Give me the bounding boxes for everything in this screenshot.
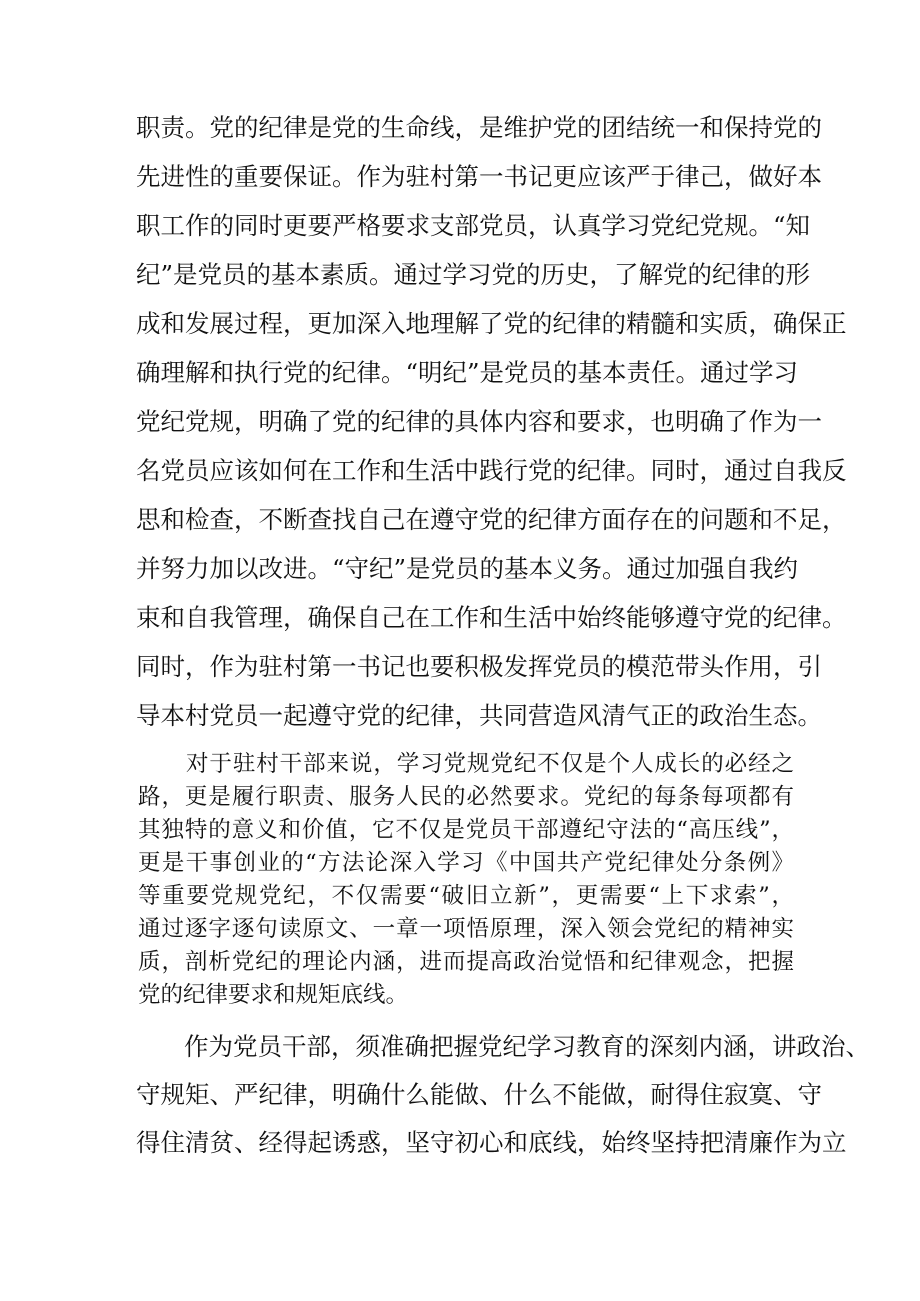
paragraph-1-line-5: 成和发展过程，更加深入地理解了党的纪律的精髓和实质，确保正 (136, 309, 847, 338)
paragraph-1-line-12: 同时，作为驻村第一书记也要积极发挥党员的模范带头作用，引 (136, 652, 822, 681)
paragraph-2-line-7: 质，剖析党纪的理论内涵，进而提高政治觉悟和纪律观念，把握 (138, 949, 794, 975)
paragraph-1-line-11: 束和自我管理，确保自己在工作和生活中始终能够遵守党的纪律。 (136, 603, 847, 632)
paragraph-1-line-2: 先进性的重要保证。作为驻村第一书记更应该严于律己，做好本 (136, 162, 822, 191)
paragraph-1-line-4: 纪”是党员的基本素质。通过学习党的历史，了解党的纪律的形 (136, 260, 811, 289)
paragraph-1-line-8: 名党员应该如何在工作和生活中践行党的纪律。同时，通过自我反 (136, 456, 847, 485)
paragraph-1-line-10: 并努力加以改进。“守纪”是党员的基本义务。通过加强自我约 (136, 554, 799, 583)
paragraph-1-line-3: 职工作的同时更要严格要求支部党员，认真学习党纪党规。“知 (136, 211, 811, 240)
paragraph-3-line-2: 守规矩、严纪律，明确什么能做、什么不能做，耐得住寂寞、守 (136, 1080, 822, 1109)
paragraph-2-line-2: 路，更是履行职责、服务人民的必然要求。党纪的每条每项都有 (138, 784, 794, 810)
paragraph-2-line-1: 对于驻村干部来说，学习党规党纪不仅是个人成长的必经之 (186, 751, 794, 777)
paragraph-3-line-3: 得住清贫、经得起诱惑，坚守初心和底线，始终坚持把清廉作为立 (136, 1128, 847, 1157)
paragraph-2-line-5: 等重要党规党纪，不仅需要“破旧立新”，更需要“上下求索”， (138, 883, 794, 909)
paragraph-1-line-6: 确理解和执行党的纪律。“明纪”是党员的基本责任。通过学习 (136, 358, 799, 387)
paragraph-2-line-3: 其独特的意义和价值，它不仅是党员干部遵纪守法的“高压线”， (138, 817, 794, 843)
paragraph-2-line-6: 通过逐字逐句读原文、一章一项悟原理，深入领会党纪的精神实 (138, 916, 794, 942)
paragraph-1-line-1: 职责。党的纪律是党的生命线，是维护党的团结统一和保持党的 (136, 113, 822, 142)
paragraph-1-line-7: 党纪党规，明确了党的纪律的具体内容和要求，也明确了作为一 (136, 407, 822, 436)
paragraph-1-line-9: 思和检查，不断查找自己在遵守党的纪律方面存在的问题和不足， (136, 505, 847, 534)
paragraph-2-line-8: 党的纪律要求和规矩底线。 (138, 982, 409, 1008)
paragraph-3-line-1: 作为党员干部，须准确把握党纪学习教育的深刻内涵，讲政治、 (184, 1032, 870, 1061)
paragraph-1-line-13: 导本村党员一起遵守党的纪律，共同营造风清气正的政治生态。 (136, 701, 822, 730)
paragraph-2-line-4: 更是干事创业的“方法论深入学习《中国共产党纪律处分条例》 (138, 850, 794, 876)
